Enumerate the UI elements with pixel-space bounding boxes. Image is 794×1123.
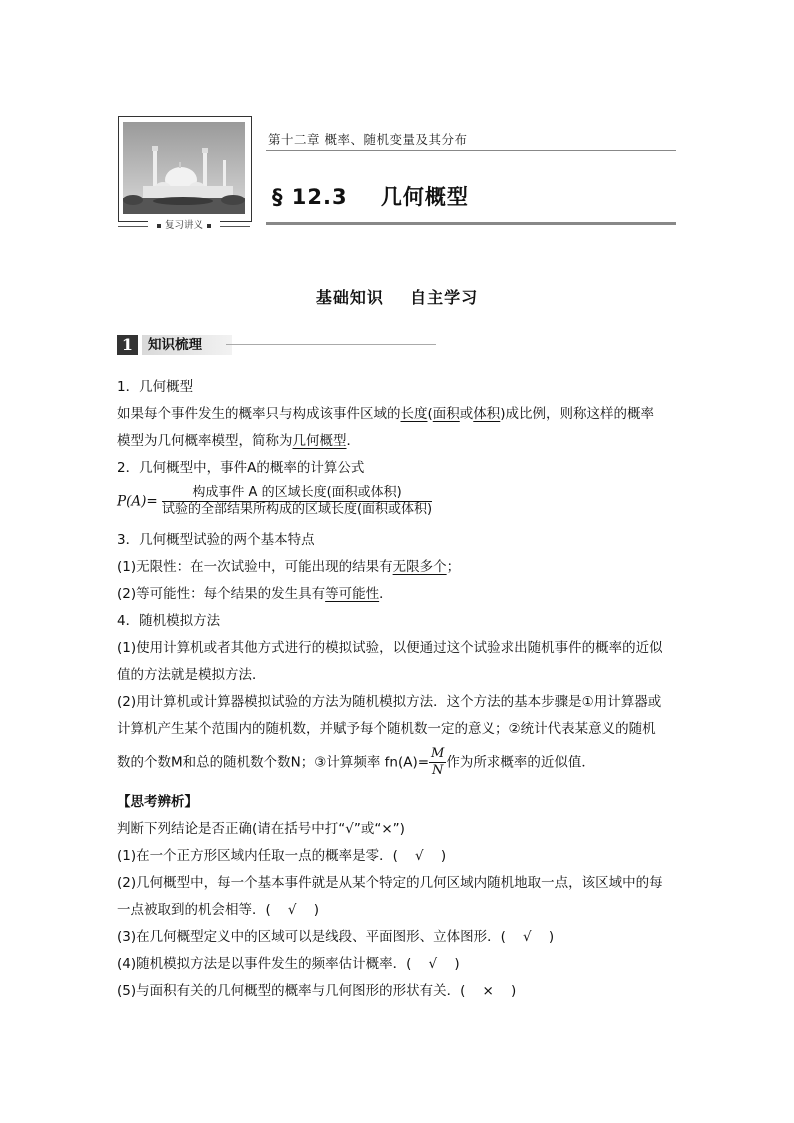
think-title: 【思考辨析】 bbox=[117, 794, 198, 810]
heading-geometric-model: 1．几何概型 bbox=[117, 379, 194, 395]
simulation-para2-line2: 计算机产生某个范围内的随机数，并赋予每个随机数一定的意义；②统计代表某意义的随机 bbox=[117, 721, 656, 737]
heading-formula: 2．几何概型中，事件A的概率的计算公式 bbox=[117, 460, 365, 476]
knowledge-summary-title: 知识梳理 bbox=[142, 335, 232, 355]
chapter-title: 第十二章 概率、随机变量及其分布 bbox=[268, 132, 468, 147]
mosque-photo bbox=[123, 122, 245, 214]
definition-line-1: 如果每个事件发生的概率只与构成该事件区域的长度(面积或体积)成比例，则称这样的概率 bbox=[117, 406, 655, 422]
feature-equal-likelihood: (2)等可能性：每个结果的发生具有等可能性． bbox=[117, 586, 393, 602]
simulation-para2-line3: 数的个数M和总的随机数个数N；③计算频率 fn(A)= $\frac{M}{N}$ 作为所求概率的近似值． bbox=[117, 746, 595, 778]
heading-simulation: 4．随机模拟方法 bbox=[117, 613, 221, 629]
probability-formula: P(A)= $\frac{\text{构成事件 A 的区域长度(面积或体积)}}{\text{试验的全部结果所构成的区域长度(面积或体积)}}$ bbox=[117, 485, 433, 517]
section-rule bbox=[266, 222, 676, 225]
main-heading: 基础知识 自主学习 bbox=[315, 288, 479, 307]
simulation-para1-line1: (1)使用计算机或者其他方式进行的模拟试验，以便通过这个试验求出随机事件的概率的近似 bbox=[117, 640, 663, 656]
section-number-badge: 1 bbox=[117, 335, 138, 355]
think-q2-line1: (2)几何概型中，每一个基本事件就是从某个特定的几何区域内随机地取一点，该区域中的每 bbox=[117, 875, 663, 891]
formula-numerator: 构成事件 A 的区域长度(面积或体积) bbox=[162, 485, 432, 502]
feature-infinite: (1)无限性：在一次试验中，可能出现的结果有无限多个； bbox=[117, 559, 461, 575]
badge-rule bbox=[226, 344, 436, 345]
think-q3: (3)在几何概型定义中的区域可以是线段、平面图形、立体图形．( √ ) bbox=[117, 929, 555, 945]
simulation-para2-line1: (2)用计算机或计算器模拟试验的方法为随机模拟方法．这个方法的基本步骤是①用计算器或 bbox=[117, 694, 662, 710]
review-notes-label: 复习讲义 bbox=[148, 219, 220, 233]
think-intro: 判断下列结论是否正确(请在括号中打“√”或“×”) bbox=[117, 821, 405, 837]
simulation-para1-line2: 值的方法就是模拟方法． bbox=[117, 667, 266, 683]
think-q2-line2: 一点被取到的机会相等．( √ ) bbox=[117, 902, 319, 918]
definition-line-2: 模型为几何概率模型，简称为几何概型． bbox=[117, 433, 360, 449]
think-q4: (4)随机模拟方法是以事件发生的频率估计概率．( √ ) bbox=[117, 956, 460, 972]
chapter-rule bbox=[266, 150, 676, 151]
section-title: § 12.3 几何概型 bbox=[272, 185, 469, 209]
think-q5: (5)与面积有关的几何概型的概率与几何图形的形状有关．( × ) bbox=[117, 983, 517, 999]
think-q1: (1)在一个正方形区域内任取一点的概率是零．( √ ) bbox=[117, 848, 447, 864]
heading-features: 3．几何概型试验的两个基本特点 bbox=[117, 532, 315, 548]
formula-denominator: 试验的全部结果所构成的区域长度(面积或体积) bbox=[161, 502, 433, 517]
